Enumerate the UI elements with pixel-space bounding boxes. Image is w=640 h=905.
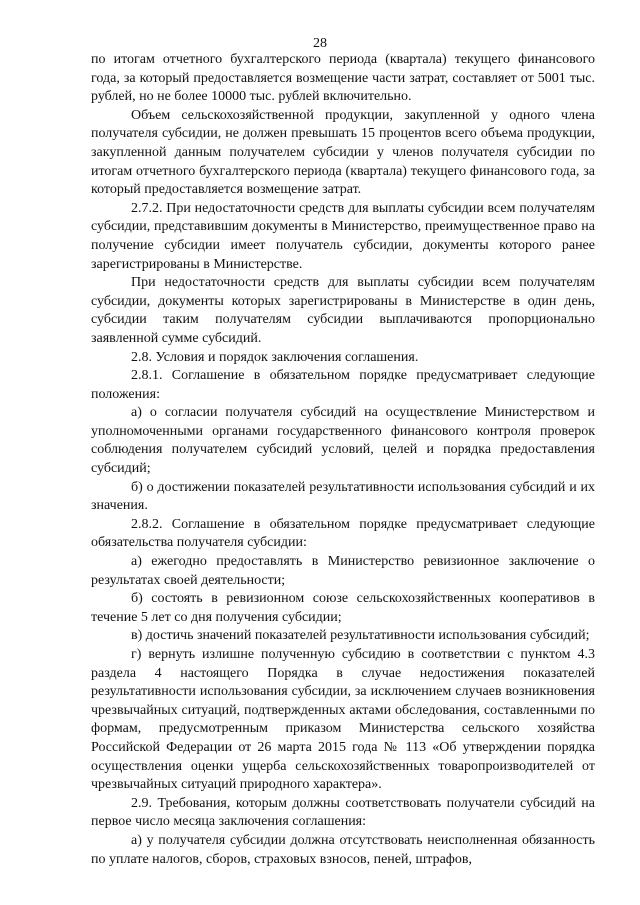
section-heading-2-8: 2.8. Условия и порядок заключения соглашения. bbox=[131, 349, 419, 365]
paragraph-2-8-1: 2.8.1. Соглашение в обязательном порядке предусматривает следующие положения: bbox=[91, 368, 595, 402]
page-number: 28 bbox=[313, 36, 327, 51]
list-item-2-9-a: а) у получателя субсидии должна отсутствовать неисполненная обязанность по уплате налогов, сборов, страховых взносов, пеней, штрафов, bbox=[91, 832, 595, 867]
list-item-2-8-2-v: в) достичь значений показателей результативности использования субсидий; bbox=[131, 628, 590, 644]
paragraph-purchase-volume-limit: Объем сельскохозяйственной продукции, закупленной у одного члена получателя субсидии, не должен превышать 15 процентов всего объема продукции, закупленной данным получателем субсидии у членов получателя субсидии по итогам отчетного бухгалтерского периода (квартала) текущего финансового года, за который предоставляется возмещение затрат. bbox=[91, 107, 595, 198]
list-item-2-8-1-a: а) о согласии получателя субсидий на осуществление Министерством и уполномоченными органами государственного финансового контроля проверок соблюдения получателем субсидий условий, целей и порядка предоставления субсидий; bbox=[91, 405, 595, 477]
list-item-2-8-2-a: а) ежегодно предоставлять в Министерство ревизионное заключение о результатах своей деятельности; bbox=[91, 554, 595, 588]
paragraph-2-8-2: 2.8.2. Соглашение в обязательном порядке предусматривает следующие обязательства получателя субсидии: bbox=[91, 516, 595, 551]
list-item-2-8-1-b: б) о достижении показателей результативности использования субсидий и их значения. bbox=[91, 479, 595, 514]
paragraph-proportional-payment: При недостаточности средств для выплаты субсидии всем получателям субсидии, документы которых зарегистрированы в Министерстве в один день, субсидии таким получателям субсидии выплачиваются пропорционально заявленной сумме субсидий. bbox=[91, 275, 595, 346]
paragraph-2-7-2: 2.7.2. При недостаточности средств для выплаты субсидии всем получателям субсидии, представившим документы в Министерство, преимущественное право на получение субсидии имеет получатель субсидии, документы которого ранее зарегистрированы в Министерстве. bbox=[91, 200, 595, 272]
document-body bbox=[91, 51, 595, 869]
list-item-2-8-2-g: г) вернуть излишне полученную субсидию в соответствии с пунктом 4.3 раздела 4 настоящего Порядка в случае недостижения показателей результативности использования субсидии, за исключением случаев возникновения чрезвычайных ситуаций, подтвержденных актами обследования, составленными по формам, предусмотренным приказом Министерства сельского хозяйства Российской Федерации от 26 марта 2015 года № 113 «Об утверждении порядка осуществления оценки ущерба сельскохозяйственных товаропроизводителей от чрезвычайных ситуаций природного характера». bbox=[91, 647, 595, 793]
paragraph-continuation: по итогам отчетного бухгалтерского периода (квартала) текущего финансового года, за который предоставляется возмещение части затрат, составляет от 5001 тыс. рублей, но не более 10000 тыс. рублей включительно. bbox=[91, 52, 595, 105]
list-item-2-8-2-b: б) состоять в ревизионном союзе сельскохозяйственных кооперативов в течение 5 лет со дня получения субсидии; bbox=[91, 591, 595, 625]
paragraph-2-9: 2.9. Требования, которым должны соответствовать получатели субсидий на первое число месяца заключения соглашения: bbox=[91, 795, 595, 830]
